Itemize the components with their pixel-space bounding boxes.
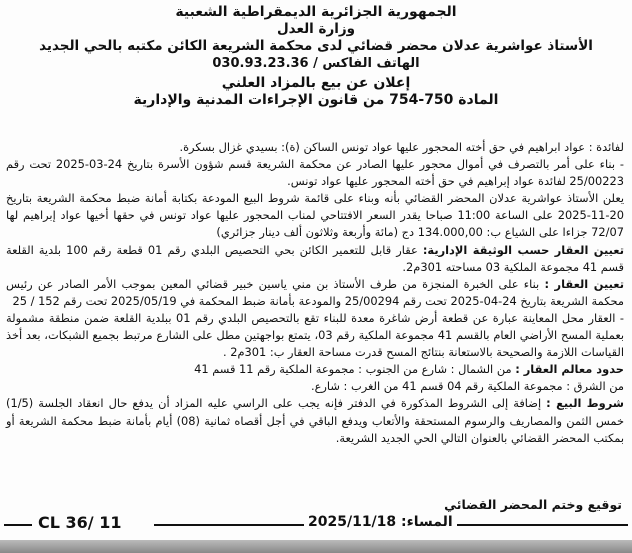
beneficiary-paragraph: لفائدة : عواد ابراهيم في حق أخته المحجور عليها عواد تونس الساكن (ة): بسيدي غزال بسكرة. <box>179 140 624 154</box>
sale-conditions-paragraph <box>6 395 624 446</box>
property-designation-text: بناء على الخبرة المنجزة من طرف الأستاذ بن مني ياسين خبير قضائي المعين بموجب الأمر الصادر عن رئيس محكمة الشريعة بتاريخ 24-04-2025 تحت رقم 25/00294 والمودعة بأمانة ضبط المحكمة في 2025/05/19 تحت رقم 152 / 25 <box>6 276 624 308</box>
reference-code: CL 36/ 11 <box>34 513 125 532</box>
sale-price-paragraph: يعلن الأستاذ عواشرية عدلان المحضر القضائي بأنه وبناء على قائمة شروط البيع المودعة بكتابة أمانة ضبط محكمة الشريعة بتاريخ 20-11-2025 على الساعة 11:00 صباحا يقدر السعر الافتتاحي لمناب المحجور عليها عواد تونس في حقها أخيها عواد إبراهيم لها 72/07 جزاءا على الشياع ب: 134.000,00 دج (مائة وأربعة وثلاثون ألف دينار جزائري) <box>6 191 624 240</box>
document-header <box>10 4 622 109</box>
phone-line: الهاتف الفاكس / 030.93.23.36 <box>212 56 420 71</box>
property-designation-paragraph <box>6 276 624 310</box>
publication-date: المساء: 2025/11/18 <box>304 514 457 530</box>
boundaries-paragraph <box>6 361 624 378</box>
property-description-paragraph: - العقار محل المعاينة عبارة عن قطعة أرض شاغرة معدة للبناء تقع بالتحصيص البلدي رقم 01 ببلدية القلعة ضمن منطقة مشمولة بعملية المسح الأراضي العام بالقسم 41 مجموعة الملكية رقم 03، يتمتع بواجهتين مطل على الشارع مرتبط بجميع الشبكات، بعد أخذ القياسات اللازمة والصحيحة بالاستعانة بنتائج المسح قدرت مساحة العقار ب: 301م2 . <box>6 310 624 360</box>
signature-line: توقيع وختم المحضر القضائي <box>444 497 622 512</box>
sale-conditions-text: إضافة إلى الشروط المذكورة في الدفتر فإنه يجب على الراسي عليه المزاد أن يدفع حال انعقاد الجلسة (1/5) خمس الثمن والمصاريف والرسوم المستحقة والأتعاب ويدفع الباقي في أجل أقصاه ثمانية (08) أيام بأمانة ضبط محكمة الشريعة أو بمكتب المحضر القضائي بالعنوان التالي الحي الجديد الشريعة. <box>6 396 624 445</box>
legal-articles: المادة 750-754 من قانون الإجراءات المدنية والإدارية <box>133 92 499 108</box>
announcement-body <box>6 139 624 447</box>
boundaries-text: من الشمال : شارع من الجنوب : مجموعة الملكية رقم 11 قسم 41 <box>194 362 516 377</box>
admin-designation-text: عقار قابل للتعمير الكائن بحي التحصيص البلدي رقم 01 قطعة رقم 100 بلدية القلعة قسم 41 مجموعة الملكية 03 مساحته 301م2. <box>6 242 624 274</box>
page-footer <box>4 512 628 534</box>
admin-designation-paragraph <box>6 242 624 276</box>
admin-designation-label: تعيين العقار حسب الوثيقة الإدارية: <box>422 242 625 257</box>
boundaries-label: حدود معالم العقار : <box>515 362 624 377</box>
boundaries-east-west: من الشرق : مجموعة الملكية رقم 04 قسم 41 من الغرب : شارع. <box>310 379 624 394</box>
sale-conditions-label: شروط البيع : <box>546 396 624 411</box>
scan-edge <box>0 540 632 553</box>
footer-rule-right <box>452 524 628 526</box>
announcement-title: إعلان عن بيع بالمزاد العلني <box>221 75 411 91</box>
footer-rule-middle <box>154 524 304 526</box>
property-designation-label: تعيين العقار : <box>544 276 624 291</box>
footer-rule-left <box>4 524 32 526</box>
bailiff-heading: الأستاذ عواشرية عدلان محضر قضائي لدى محكمة الشريعة الكائن مكتبه بالحي الجديد <box>39 38 593 54</box>
republic-heading: الجمهورية الجزائرية الديمقراطية الشعبية <box>175 4 457 20</box>
court-order-paragraph: - بناء على أمر بالتصرف في أموال محجور عليها الصادر عن محكمة الشريعة قسم شؤون الأسرة بتاريخ 24-03-2025 تحت رقم 25/00223 لفائدة عواد إبراهيم في حق أخته المحجور عليها عواد تونس. <box>6 157 624 189</box>
ministry-heading: وزارة العدل <box>276 21 356 37</box>
